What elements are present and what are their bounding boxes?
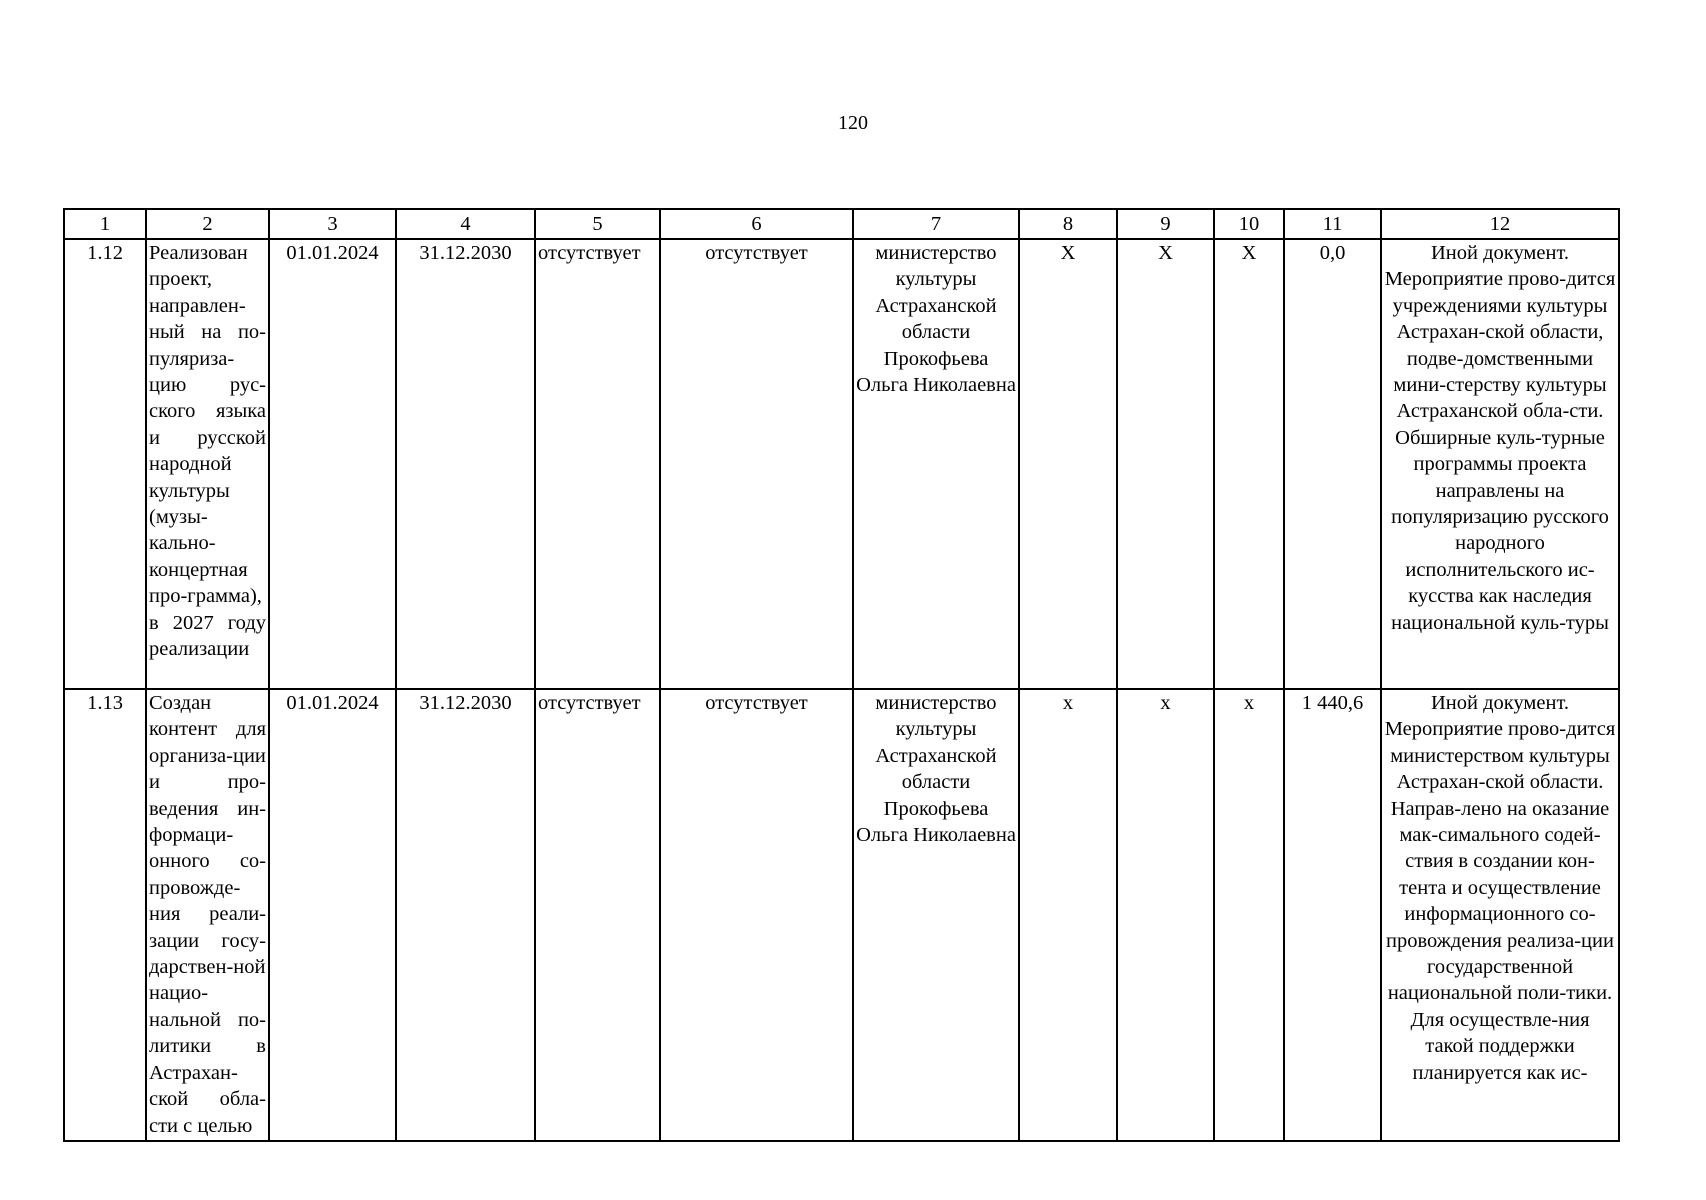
note: Иной документ. Мероприятие прово-дится учреждениями культуры Астрахан-ской области, подве-домственными мини-стерству культуры Астраханской обла-сти. Обширные куль-турные программы проекта направлены на популяризацию русского народного исполнительского ис-кусства как наследия национальной куль-туры [1381, 239, 1619, 689]
amount: 0,0 [1284, 239, 1381, 689]
header-cell-9: 9 [1117, 209, 1214, 239]
table-row [64, 689, 1619, 1141]
header-cell-3: 3 [269, 209, 396, 239]
col10-value: X [1214, 239, 1284, 689]
end-date: 31.12.2030 [396, 239, 535, 689]
measures-table [63, 208, 1620, 1142]
table-row [64, 239, 1619, 689]
header-cell-12: 12 [1381, 209, 1619, 239]
measure-name: Реализован проект, направлен-ный на по-пуляриза-цию рус-ского языка и русской народной культуры (музы-кально-концертная про-грамма), в 2027 году реализации [146, 239, 269, 689]
row-number: 1.12 [64, 239, 146, 689]
col6-value: отсутствует [660, 239, 853, 689]
col5-value: отсутствует [535, 239, 660, 689]
amount: 1 440,6 [1284, 689, 1381, 1141]
header-cell-7: 7 [853, 209, 1019, 239]
col9-value: X [1117, 239, 1214, 689]
col8-value: x [1019, 689, 1117, 1141]
col8-value: X [1019, 239, 1117, 689]
header-cell-11: 11 [1284, 209, 1381, 239]
responsible: министерство культуры Астраханской области Прокофьева Ольга Николаевна [853, 689, 1019, 1141]
responsible: министерство культуры Астраханской области Прокофьева Ольга Николаевна [853, 239, 1019, 689]
page-number: 120 [838, 112, 868, 134]
row-number: 1.13 [64, 689, 146, 1141]
end-date: 31.12.2030 [396, 689, 535, 1141]
start-date: 01.01.2024 [269, 239, 396, 689]
header-cell-1: 1 [64, 209, 146, 239]
col10-value: x [1214, 689, 1284, 1141]
header-cell-5: 5 [535, 209, 660, 239]
header-cell-8: 8 [1019, 209, 1117, 239]
header-cell-2: 2 [146, 209, 269, 239]
col5-value: отсутствует [535, 689, 660, 1141]
note: Иной документ. Мероприятие прово-дится министерством культуры Астрахан-ской области. Направ-лено на оказание мак-симального содей-ствия в создании кон-тента и осуществление информационного со-провождения реализа-ции государственной национальной поли-тики. Для осуществле-ния такой поддержки планируется как ис- [1381, 689, 1619, 1141]
start-date: 01.01.2024 [269, 689, 396, 1141]
header-cell-6: 6 [660, 209, 853, 239]
col6-value: отсутствует [660, 689, 853, 1141]
header-cell-4: 4 [396, 209, 535, 239]
measure-name: Создан контент для организа-ции и про-ведения ин-формаци-онного со-провожде-ния реали-зации госу-дарствен-ной нацио-нальной по-литики в Астрахан-ской обла-сти с целью [146, 689, 269, 1141]
header-cell-10: 10 [1214, 209, 1284, 239]
header-row [64, 209, 1619, 239]
col9-value: x [1117, 689, 1214, 1141]
